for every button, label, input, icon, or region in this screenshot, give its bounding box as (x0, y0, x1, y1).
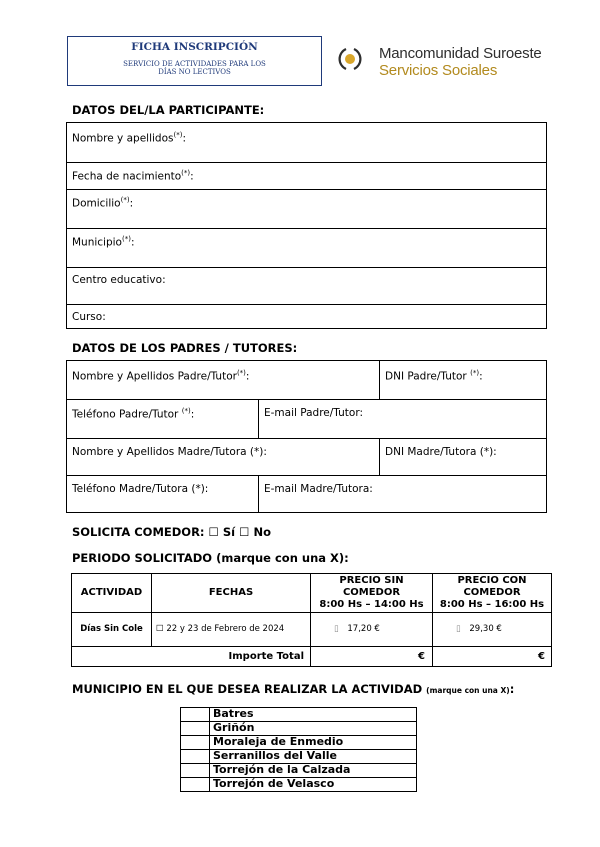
periodo-table (71, 573, 552, 667)
participant-address-field[interactable]: Domicilio(*): (72, 196, 134, 210)
logo-text-sub: Servicios Sociales (379, 62, 498, 79)
comedor-yes-checkbox[interactable]: ☐ (208, 525, 219, 539)
municipio-option: Serranillos del Valle (213, 749, 338, 762)
organization-logo (337, 44, 542, 84)
municipio-option: Batres (213, 707, 254, 720)
form-subtitle: SERVICIO DE ACTIVIDADES PARA LOS DÍAS NO LECTIVOS (123, 60, 266, 76)
father-name-field[interactable]: Nombre y Apellidos Padre/Tutor(*): (72, 369, 250, 383)
participant-school-field[interactable]: Centro educativo: (72, 274, 166, 286)
parents-table (66, 360, 547, 513)
mother-email-field[interactable]: E-mail Madre/Tutora: (264, 483, 373, 495)
logo-ring-icon (337, 46, 363, 72)
participant-municipality-field[interactable]: Municipio(*): (72, 235, 135, 249)
col-fechas: FECHAS (208, 587, 254, 598)
participant-name-field[interactable]: Nombre y apellidos(*): (72, 131, 186, 145)
col-actividad: ACTIVIDAD (80, 587, 143, 598)
comedor-yes-label: Sí (222, 525, 236, 539)
municipio-option: Torrejón de Velasco (213, 777, 335, 790)
row-precio-sin: ▯ 17,20 € (334, 624, 380, 634)
municipio-option: Moraleja de Enmedio (213, 735, 344, 748)
municipio-mark-cells[interactable] (181, 708, 208, 791)
comedor-no-label: No (253, 525, 271, 539)
mother-name-field[interactable]: Nombre y Apellidos Madre/Tutora (*): (72, 446, 267, 458)
form-title-box (67, 36, 322, 86)
mother-phone-field[interactable]: Teléfono Madre/Tutora (*): (72, 483, 209, 495)
municipio-option: Griñón (213, 721, 255, 734)
father-email-field[interactable]: E-mail Padre/Tutor: (264, 407, 363, 419)
fechas-checkbox[interactable]: ☐ (156, 624, 164, 634)
participant-grade-field[interactable]: Curso: (72, 311, 106, 323)
total-label: Importe Total (228, 651, 304, 662)
comedor-no-checkbox[interactable]: ☐ (239, 525, 250, 539)
participant-table (66, 122, 547, 329)
total-con[interactable]: € (538, 651, 545, 662)
precio-sin-checkbox[interactable]: ▯ (334, 624, 339, 634)
row-precio-con: ▯ 29,30 € (456, 624, 502, 634)
mother-dni-field[interactable]: DNI Madre/Tutora (*): (385, 446, 497, 458)
total-sin[interactable]: € (418, 651, 425, 662)
parents-heading: DATOS DE LOS PADRES / TUTORES: (72, 341, 298, 355)
comedor-row (72, 525, 271, 539)
participant-birthdate-field[interactable]: Fecha de nacimiento(*): (72, 169, 194, 183)
participant-heading: DATOS DEL/LA PARTICIPANTE: (72, 103, 265, 117)
comedor-label: SOLICITA COMEDOR: (72, 525, 205, 539)
row-fechas: ☐ 22 y 23 de Febrero de 2024 (156, 624, 285, 634)
father-dni-field[interactable]: DNI Padre/Tutor (*): (385, 369, 483, 383)
logo-text-main: Mancomunidad Suroeste (379, 45, 542, 62)
father-phone-field[interactable]: Teléfono Padre/Tutor (*): (72, 407, 195, 421)
municipio-option: Torrejón de la Calzada (213, 763, 351, 776)
form-title: FICHA INSCRIPCIÓN (131, 41, 258, 53)
row-actividad: Días Sin Cole (80, 624, 143, 634)
municipio-heading: MUNICIPIO EN EL QUE DESEA REALIZAR LA ACTIVIDAD (marque con una X): (72, 682, 515, 696)
col-precio-con: PRECIO CON COMEDOR 8:00 Hs – 16:00 Hs (439, 575, 545, 610)
precio-con-checkbox[interactable]: ▯ (456, 624, 461, 634)
col-precio-sin: PRECIO SIN COMEDOR 8:00 Hs – 14:00 Hs (319, 575, 424, 610)
periodo-heading: PERIODO SOLICITADO (marque con una X): (72, 551, 349, 565)
